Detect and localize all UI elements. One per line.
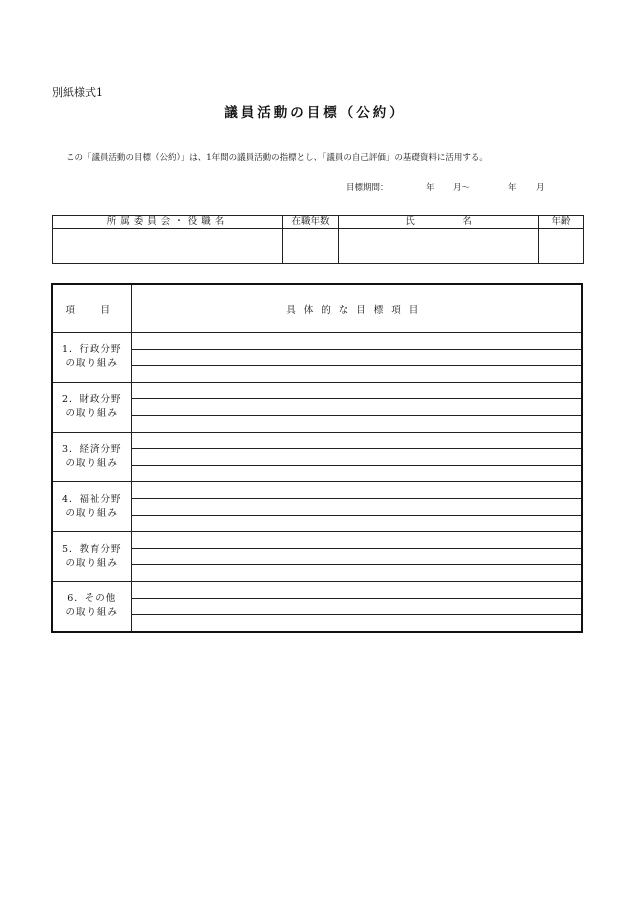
header-item: 項 目 [52, 284, 131, 333]
period-month-end: 月 [536, 183, 545, 193]
category-line1: 6．その他 [67, 593, 117, 605]
form-id-label: 別紙様式1 [52, 86, 103, 99]
category-line2: の取り組み [65, 557, 118, 569]
category-administration [52, 333, 131, 383]
goals-table [51, 283, 583, 633]
goal-line[interactable] [131, 498, 582, 515]
goal-line[interactable] [131, 449, 582, 466]
goal-line[interactable] [131, 598, 582, 615]
category-line1: 5．教育分野 [61, 543, 122, 555]
category-other [52, 581, 131, 631]
category-welfare [52, 482, 131, 532]
member-info-table [52, 215, 584, 264]
category-finance [52, 382, 131, 432]
goal-line[interactable] [131, 482, 582, 499]
category-line1: 4．福祉分野 [61, 493, 122, 505]
category-line2: の取り組み [65, 507, 118, 519]
goal-line[interactable] [131, 532, 582, 549]
goal-line[interactable] [131, 548, 582, 565]
category-line2: の取り組み [65, 408, 118, 420]
age-field[interactable] [539, 229, 584, 264]
category-economy [52, 432, 131, 482]
category-line1: 3．経済分野 [61, 443, 122, 455]
period-year-end: 年 [508, 183, 517, 193]
goal-line[interactable] [131, 399, 582, 416]
goal-line[interactable] [131, 432, 582, 449]
goal-line[interactable] [131, 565, 582, 582]
goal-line[interactable] [131, 515, 582, 532]
period-month-start: 月〜 [453, 183, 471, 193]
intro-text: この「議員活動の目標（公約）」は、1年間の議員活動の指標とし、「議員の自己評価」の基礎資料に活用する。 [66, 153, 488, 163]
category-line1: 1．行政分野 [61, 344, 122, 356]
goal-line[interactable] [131, 615, 582, 632]
category-line2: の取り組み [65, 457, 118, 469]
category-line2: の取り組み [65, 358, 118, 370]
header-age: 年齢 [539, 216, 584, 229]
header-committee-position: 所属委員会・役職名 [53, 216, 283, 229]
goal-line[interactable] [131, 465, 582, 482]
category-line2: の取り組み [65, 607, 118, 619]
goal-line[interactable] [131, 366, 582, 383]
header-specific-goals: 具体的な目標項目 [131, 284, 582, 333]
category-line1: 2．財政分野 [61, 394, 122, 406]
goal-line[interactable] [131, 349, 582, 366]
goal-line[interactable] [131, 333, 582, 350]
period-label: 目標期間： [346, 183, 389, 193]
header-years-in-office: 在職年数 [283, 216, 339, 229]
name-field[interactable] [339, 229, 539, 264]
goal-line[interactable] [131, 581, 582, 598]
committee-position-field[interactable] [53, 229, 283, 264]
category-education [52, 532, 131, 582]
years-in-office-field[interactable] [283, 229, 339, 264]
goal-line[interactable] [131, 415, 582, 432]
goal-line[interactable] [131, 382, 582, 399]
header-name: 氏 名 [339, 216, 539, 229]
page-title: 議員活動の目標（公約） [224, 105, 406, 121]
period-year-start: 年 [426, 183, 435, 193]
target-period [0, 181, 630, 193]
